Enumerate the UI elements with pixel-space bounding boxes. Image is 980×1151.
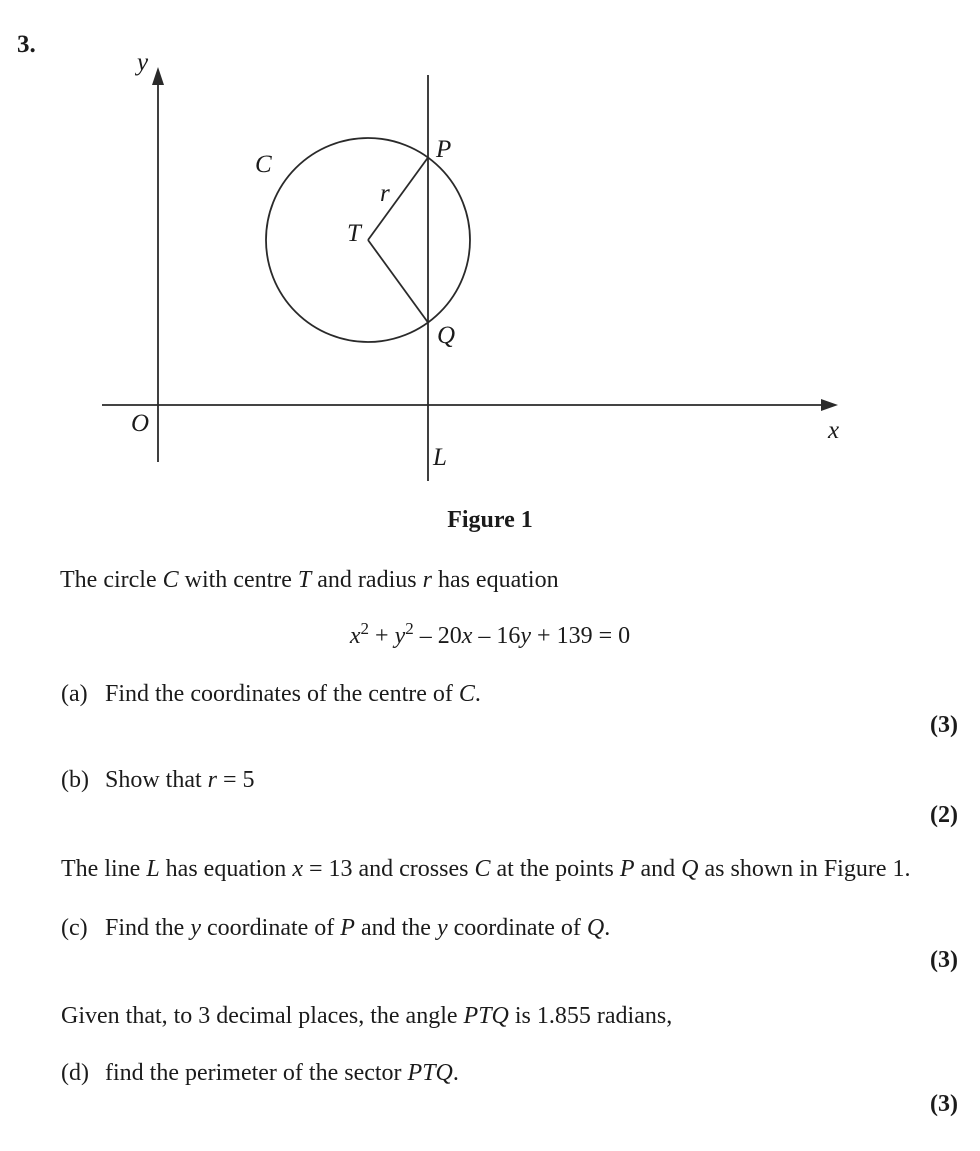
point-p-label: P: [436, 136, 452, 163]
var-x: x: [292, 856, 303, 882]
text-run: and the: [354, 915, 437, 941]
text-run: .: [452, 1060, 459, 1086]
radius-label: r: [380, 180, 390, 207]
text-run: = 5: [217, 767, 255, 793]
text-run: = 13 and crosses: [302, 856, 475, 882]
text-run: – 16: [472, 623, 521, 649]
text-run: coordinate of: [447, 915, 587, 941]
text-run: – 20: [413, 623, 462, 649]
radius-tp-line: [368, 158, 428, 241]
text-run: .: [604, 915, 611, 941]
circle-equation: [0, 619, 980, 649]
var-p: P: [619, 856, 635, 882]
text-run: and: [634, 856, 682, 882]
text-run: coordinate of: [201, 915, 341, 941]
point-q-label: Q: [437, 322, 456, 349]
text-run: Show that: [105, 767, 208, 793]
y-axis-arrowhead: [152, 67, 164, 85]
given-paragraph: [61, 1004, 672, 1028]
figure-caption: Figure 1: [447, 507, 533, 533]
intro-paragraph: [60, 568, 559, 592]
text-run: find the perimeter of the sector: [105, 1060, 408, 1086]
text-run: has equation: [159, 856, 293, 882]
var-y: y: [394, 623, 406, 649]
text-run: with centre: [178, 567, 298, 593]
var-q: Q: [586, 915, 605, 941]
text-run: as shown in Figure 1.: [698, 856, 911, 882]
exponent: 2: [360, 619, 370, 638]
marks-badge-b: (2): [930, 802, 958, 828]
var-c: C: [474, 856, 491, 882]
var-y: y: [520, 623, 532, 649]
question-number: 3.: [17, 31, 36, 58]
text-run: Given that, to 3 decimal places, the angle: [61, 1003, 464, 1029]
text-run: Find the coordinates of the centre of: [105, 681, 459, 707]
y-axis-label: y: [137, 49, 149, 76]
text-run: and radius: [311, 567, 423, 593]
x-axis-label: x: [828, 417, 840, 444]
var-ptq: PTQ: [407, 1060, 453, 1086]
question-part-c: [61, 916, 610, 940]
origin-label: O: [131, 410, 150, 437]
var-q: Q: [681, 856, 699, 882]
question-part-a: [61, 682, 481, 706]
text-run: has equation: [431, 567, 559, 593]
var-x: x: [349, 623, 361, 649]
question-part-d: [61, 1061, 459, 1085]
radius-tq-line: [368, 240, 428, 323]
text-run: Find the: [105, 915, 191, 941]
var-y: y: [190, 915, 201, 941]
var-r: r: [207, 767, 218, 793]
line-l-label: L: [433, 444, 447, 471]
text-run: at the points: [490, 856, 620, 882]
text-run: .: [474, 681, 481, 707]
var-p: P: [340, 915, 355, 941]
figure-diagram: [0, 0, 980, 500]
text-run: The circle: [60, 567, 163, 593]
marks-badge-c: (3): [930, 947, 958, 973]
var-ptq: PTQ: [463, 1003, 509, 1029]
part-label: (b): [61, 767, 89, 793]
text-run: +: [369, 623, 395, 649]
var-t: T: [297, 567, 312, 593]
text-run: is 1.855 radians,: [508, 1003, 673, 1029]
var-r: r: [422, 567, 432, 593]
line-l-paragraph: [61, 857, 911, 881]
var-l: L: [146, 856, 160, 882]
part-label: (c): [61, 915, 88, 941]
marks-badge-a: (3): [930, 712, 958, 738]
var-x: x: [461, 623, 473, 649]
centre-label: T: [347, 220, 361, 247]
x-axis-arrowhead: [821, 399, 838, 411]
part-label: (d): [61, 1060, 89, 1086]
text-run: The line: [61, 856, 147, 882]
var-c: C: [458, 681, 475, 707]
text-run: + 139 = 0: [531, 623, 631, 649]
question-part-b: [61, 768, 255, 792]
var-c: C: [162, 567, 179, 593]
marks-badge-d: (3): [930, 1091, 958, 1117]
var-y: y: [436, 915, 448, 941]
exponent: 2: [405, 619, 414, 638]
circle-label: C: [255, 151, 272, 178]
part-label: (a): [61, 681, 88, 707]
